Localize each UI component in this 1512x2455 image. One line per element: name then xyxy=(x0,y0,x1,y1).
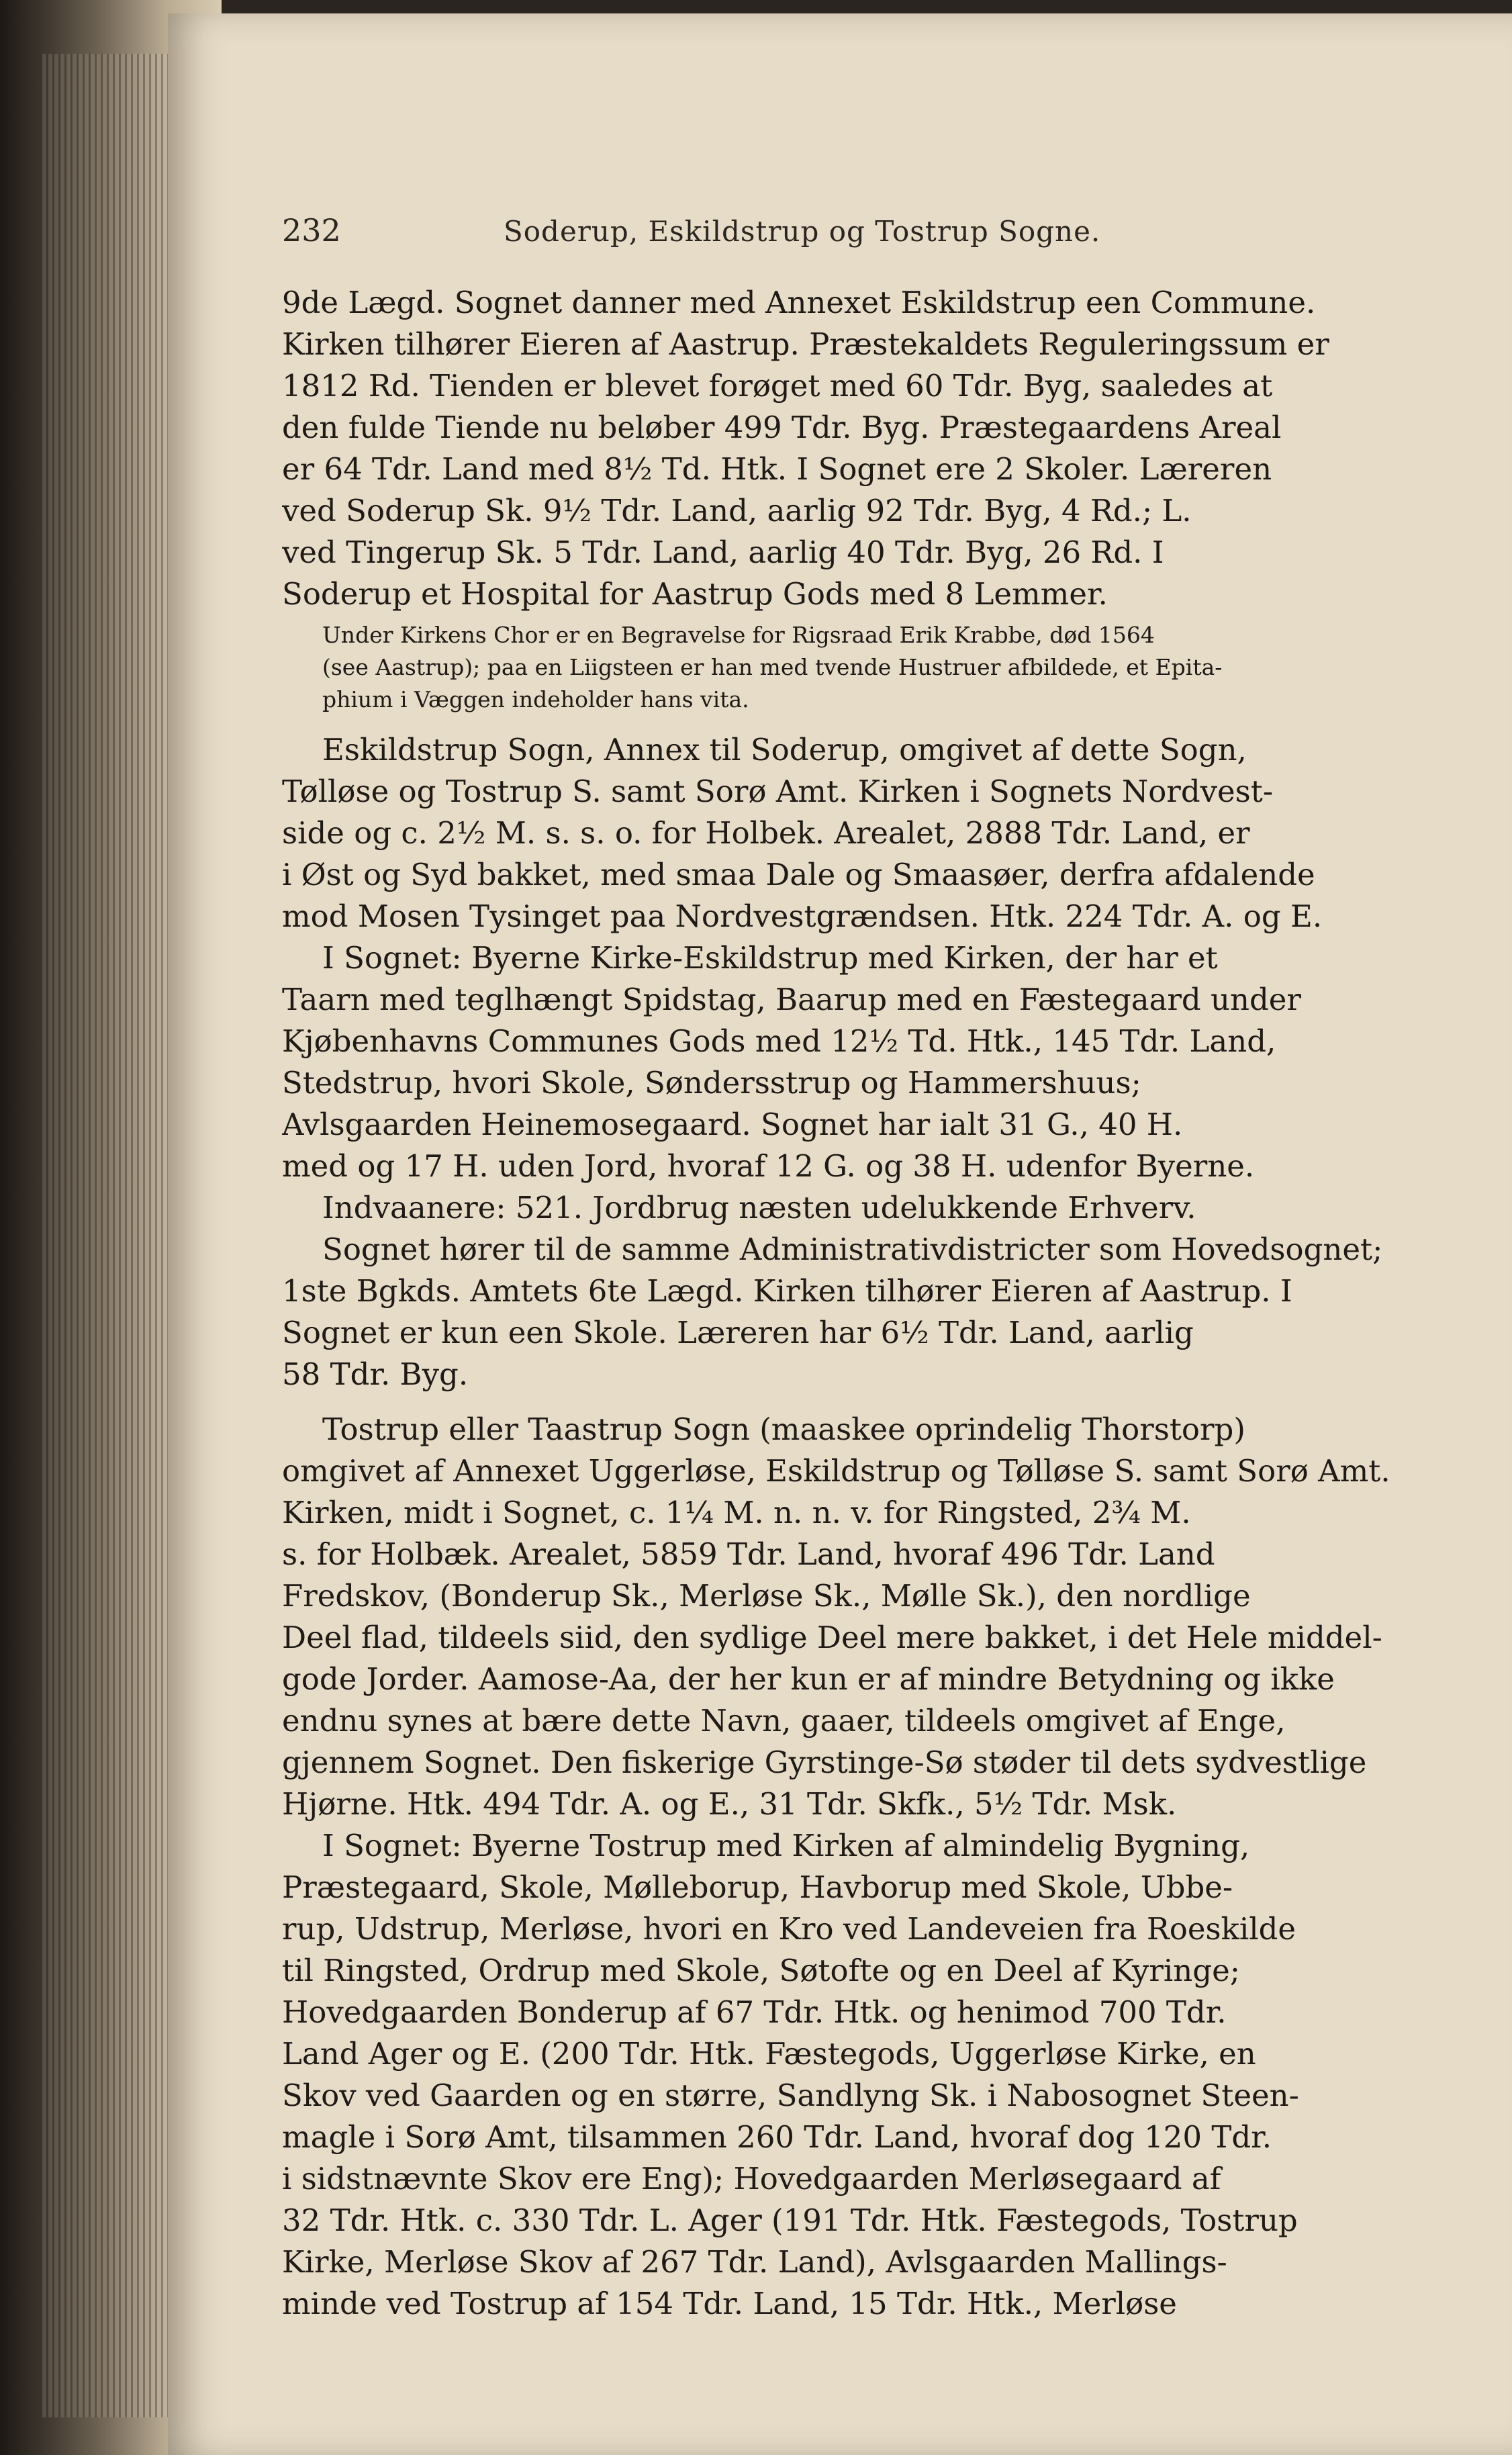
text-line: Land Ager og E. (200 Tdr. Htk. Fæstegods, Uggerløse Kirke, en xyxy=(282,2036,1256,2072)
paragraph-eskildstrup xyxy=(282,729,1437,1395)
text-line: Fredskov, (Bonderup Sk., Merløse Sk., Mølle Sk.), den nordlige xyxy=(282,1578,1251,1614)
text-line: Sognet hører til de samme Administrativdistricter som Hovedsognet; xyxy=(322,1232,1383,1267)
text-line: Kirke, Merløse Skov af 267 Tdr. Land), Avlsgaarden Mallings- xyxy=(282,2244,1227,2280)
text-line: Hjørne. Htk. 494 Tdr. A. og E., 31 Tdr. Skfk., 5½ Tdr. Msk. xyxy=(282,1786,1177,1822)
text-line: 58 Tdr. Byg. xyxy=(282,1356,469,1392)
text-line: Kirken, midt i Sognet, c. 1¼ M. n. n. v. for Ringsted, 2¾ M. xyxy=(282,1495,1191,1530)
text-line: omgivet af Annexet Uggerløse, Eskildstrup og Tølløse S. samt Sorø Amt. xyxy=(282,1453,1390,1489)
text-line: 1ste Bgkds. Amtets 6te Lægd. Kirken tilhører Eieren af Aastrup. I xyxy=(282,1273,1292,1309)
text-line: Deel flad, tildeels siid, den sydlige Deel mere bakket, i det Hele middel- xyxy=(282,1620,1382,1655)
text-line: gjennem Sognet. Den fiskerige Gyrstinge-Sø støder til dets sydvestlige xyxy=(282,1745,1367,1780)
text-line: I Sognet: Byerne Kirke-Eskildstrup med Kirken, der har et xyxy=(322,940,1218,976)
body-text xyxy=(282,282,1437,2325)
text-line: Indvaanere: 521. Jordbrug næsten udelukkende Erhverv. xyxy=(322,1190,1196,1225)
text-line: 1812 Rd. Tienden er blevet forøget med 60 Tdr. Byg, saaledes at xyxy=(282,368,1273,404)
text-line: Kjøbenhavns Communes Gods med 12½ Td. Htk., 145 Tdr. Land, xyxy=(282,1023,1276,1059)
note-line: (see Aastrup); paa en Liigsteen er han med tvende Hustruer afbildede, et Epita- xyxy=(322,654,1223,680)
running-title: Soderup, Eskildstrup og Tostrup Sogne. xyxy=(504,215,1101,248)
note-line: phium i Væggen indeholder hans vita. xyxy=(322,686,749,712)
text-line: Tostrup eller Taastrup Sogn (maaskee oprindelig Thorstorp) xyxy=(322,1411,1245,1447)
text-line: Taarn med teglhængt Spidstag, Baarup med en Fæstegaard under xyxy=(282,982,1301,1017)
paragraph-tostrup xyxy=(282,1409,1437,2325)
page-number: 232 xyxy=(282,212,341,248)
text-line: Stedstrup, hvori Skole, Søndersstrup og Hammershuus; xyxy=(282,1065,1141,1101)
text-line: I Sognet: Byerne Tostrup med Kirken af almindelig Bygning, xyxy=(322,1828,1250,1863)
page-header xyxy=(282,212,1289,252)
text-line: i Øst og Syd bakket, med smaa Dale og Smaasøer, derfra afdalende xyxy=(282,857,1315,892)
text-line: den fulde Tiende nu beløber 499 Tdr. Byg. Præstegaardens Areal xyxy=(282,410,1282,445)
text-line: Avlsgaarden Heinemosegaard. Sognet har ialt 31 G., 40 H. xyxy=(282,1107,1183,1142)
text-line: ved Soderup Sk. 9½ Tdr. Land, aarlig 92 Tdr. Byg, 4 Rd.; L. xyxy=(282,493,1192,528)
text-line: minde ved Tostrup af 154 Tdr. Land, 15 Tdr. Htk., Merløse xyxy=(282,2286,1177,2321)
text-line: med og 17 H. uden Jord, hvoraf 12 G. og 38 H. udenfor Byerne. xyxy=(282,1148,1255,1184)
text-line: 9de Lægd. Sognet danner med Annexet Eskildstrup een Commune. xyxy=(282,285,1316,320)
text-line: til Ringsted, Ordrup med Skole, Søtofte og en Deel af Kyringe; xyxy=(282,1953,1240,1988)
text-line: rup, Udstrup, Merløse, hvori en Kro ved Landeveien fra Roeskilde xyxy=(282,1911,1296,1947)
text-line: Kirken tilhører Eieren af Aastrup. Præstekaldets Reguleringssum er xyxy=(282,326,1329,362)
text-line: magle i Sorø Amt, tilsammen 260 Tdr. Land, hvoraf dog 120 Tdr. xyxy=(282,2119,1272,2155)
footnote-krabbe xyxy=(282,619,1437,716)
book-page xyxy=(168,13,1512,2455)
text-line: gode Jorder. Aamose-Aa, der her kun er af mindre Betydning og ikke xyxy=(282,1661,1335,1697)
text-line: Præstegaard, Skole, Mølleborup, Havborup med Skole, Ubbe- xyxy=(282,1869,1233,1905)
text-line: er 64 Tdr. Land med 8½ Td. Htk. I Sognet ere 2 Skoler. Læreren xyxy=(282,451,1272,487)
text-line: mod Mosen Tysinget paa Nordvestgrændsen. Htk. 224 Tdr. A. og E. xyxy=(282,898,1323,934)
text-line: Sognet er kun een Skole. Læreren har 6½ Tdr. Land, aarlig xyxy=(282,1315,1194,1350)
text-line: endnu synes at bære dette Navn, gaaer, tildeels omgivet af Enge, xyxy=(282,1703,1286,1739)
page-edges xyxy=(40,54,181,2417)
text-line: s. for Holbæk. Arealet, 5859 Tdr. Land, hvoraf 496 Tdr. Land xyxy=(282,1536,1215,1572)
text-line: Soderup et Hospital for Aastrup Gods med 8 Lemmer. xyxy=(282,576,1108,612)
text-line: Hovedgaarden Bonderup af 67 Tdr. Htk. og henimod 700 Tdr. xyxy=(282,1994,1227,2030)
text-line: Eskildstrup Sogn, Annex til Soderup, omgivet af dette Sogn, xyxy=(322,732,1247,768)
text-line: Skov ved Gaarden og en større, Sandlyng Sk. i Nabosognet Steen- xyxy=(282,2078,1299,2113)
note-line: Under Kirkens Chor er en Begravelse for Rigsraad Erik Krabbe, død 1564 xyxy=(322,622,1155,648)
text-line: ved Tingerup Sk. 5 Tdr. Land, aarlig 40 Tdr. Byg, 26 Rd. I xyxy=(282,535,1164,570)
text-line: Tølløse og Tostrup S. samt Sorø Amt. Kirken i Sognets Nordvest- xyxy=(282,774,1274,809)
text-line: i sidstnævnte Skov ere Eng); Hovedgaarden Merløsegaard af xyxy=(282,2161,1221,2196)
text-line: 32 Tdr. Htk. c. 330 Tdr. L. Ager (191 Tdr. Htk. Fæstegods, Tostrup xyxy=(282,2203,1298,2238)
text-line: side og c. 2½ M. s. s. o. for Holbek. Arealet, 2888 Tdr. Land, er xyxy=(282,815,1250,851)
paragraph-soderup-continued xyxy=(282,282,1437,615)
